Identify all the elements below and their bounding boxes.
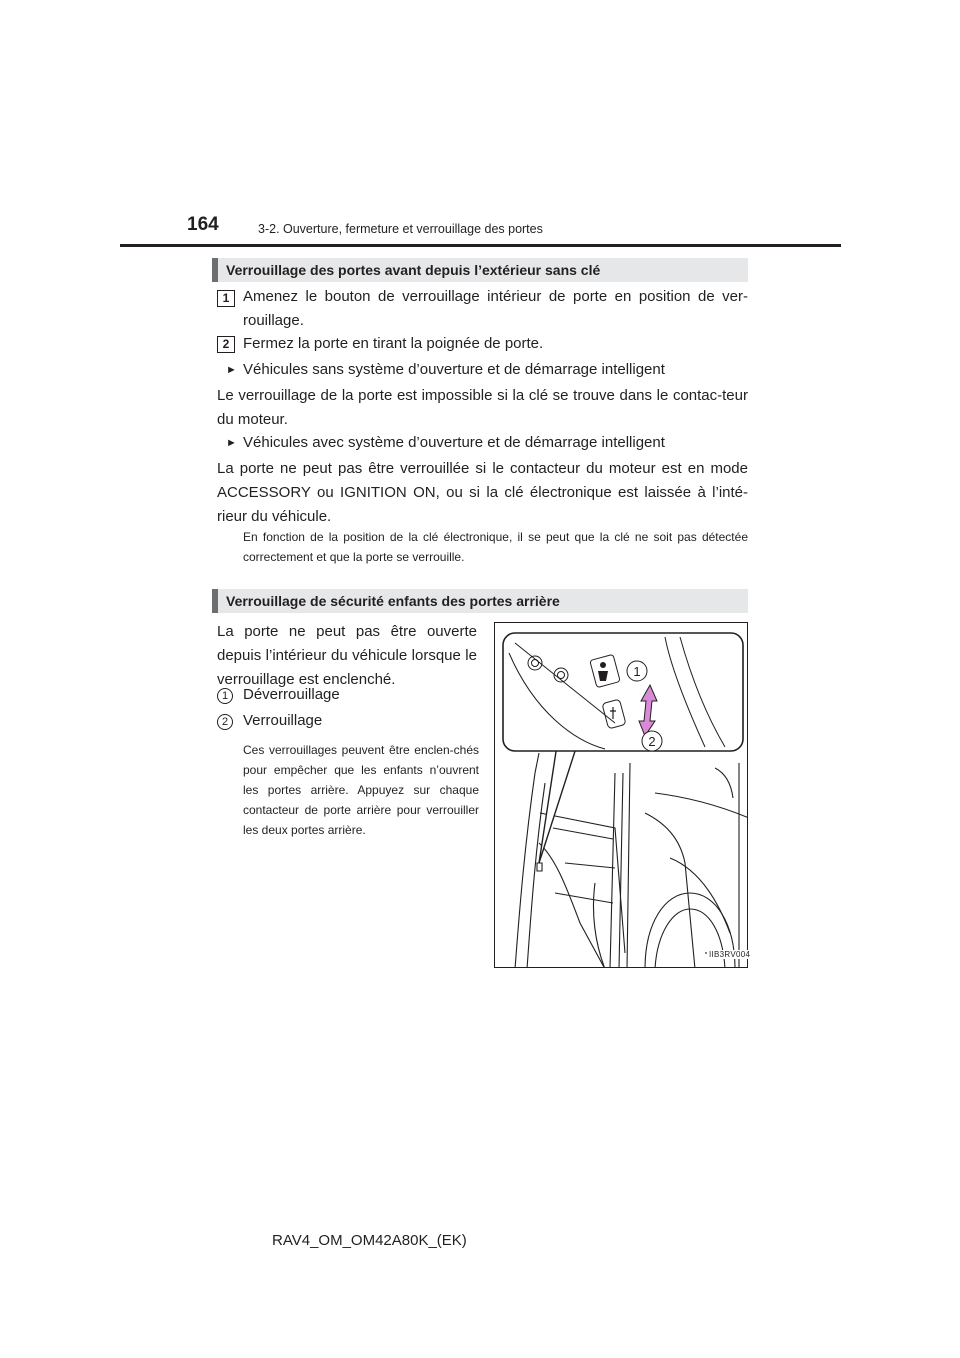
page-number: 164 — [187, 214, 219, 235]
callout-pointer — [539, 745, 577, 863]
step-1-badge: 1 — [217, 290, 235, 307]
item-1-text: Déverrouillage — [243, 686, 340, 703]
callout-1-label: 1 — [633, 664, 641, 679]
callout-2-label: 2 — [648, 734, 656, 749]
case-2-text: La porte ne peut pas être verrouillée si le contacteur du moteur est en mode ACCESSORY ou IGNITION ON, ou si la clé électronique est laissée à l’inté-rieur du véhicule. — [217, 460, 748, 525]
header-divider — [120, 244, 841, 247]
item-1-badge: 1 — [217, 688, 233, 704]
front-lock-note: En fonction de la position de la clé électronique, il se peut que la clé ne soit pas détectée correctement et que la porte se verrouille. — [243, 530, 748, 564]
case-1-text: Le verrouillage de la porte est impossible si la clé se trouve dans le contac-teur du moteur. — [217, 387, 748, 428]
step-1-text: Amenez le bouton de verrouillage intérieur de porte en position de ver-rouillage. — [243, 288, 748, 329]
step-2-badge: 2 — [217, 336, 235, 353]
case-1-arrow-icon: ► — [226, 364, 237, 376]
item-2-badge: 2 — [217, 714, 233, 730]
case-1-title: Véhicules sans système d’ouverture et de démarrage intelligent — [243, 361, 665, 378]
section-title: 3-2. Ouverture, fermeture et verrouillage des portes — [258, 222, 543, 236]
footer-document-code: RAV4_OM_OM42A80K_(EK) — [272, 1232, 467, 1249]
step-2-text: Fermez la porte en tirant la poignée de porte. — [243, 335, 544, 352]
case-2-arrow-icon: ► — [226, 437, 237, 449]
child-lock-note: Ces verrouillages peuvent être enclen-chés pour empêcher que les enfants n’ouvrent les portes arrière. Appuyez sur chaque contacteur de porte arrière pour verrouiller les deux portes arrière. — [243, 743, 479, 837]
door-drawing — [495, 623, 748, 968]
item-2-text: Verrouillage — [243, 712, 323, 729]
rear-door-child-lock-illustration — [494, 622, 748, 968]
front-lock-heading: Verrouillage des portes avant depuis l’extérieur sans clé — [212, 258, 748, 282]
child-lock-intro: La porte ne peut pas être ouverte depuis l’intérieur du véhicule lorsque le verrouillage est enclenché. — [217, 623, 477, 688]
case-2-title: Véhicules avec système d’ouverture et de démarrage intelligent — [243, 434, 665, 451]
child-lock-heading: Verrouillage de sécurité enfants des portes arrière — [212, 589, 748, 613]
figure-code: IIB3RV004 — [709, 950, 751, 959]
magnified-lock-panel — [503, 633, 743, 751]
